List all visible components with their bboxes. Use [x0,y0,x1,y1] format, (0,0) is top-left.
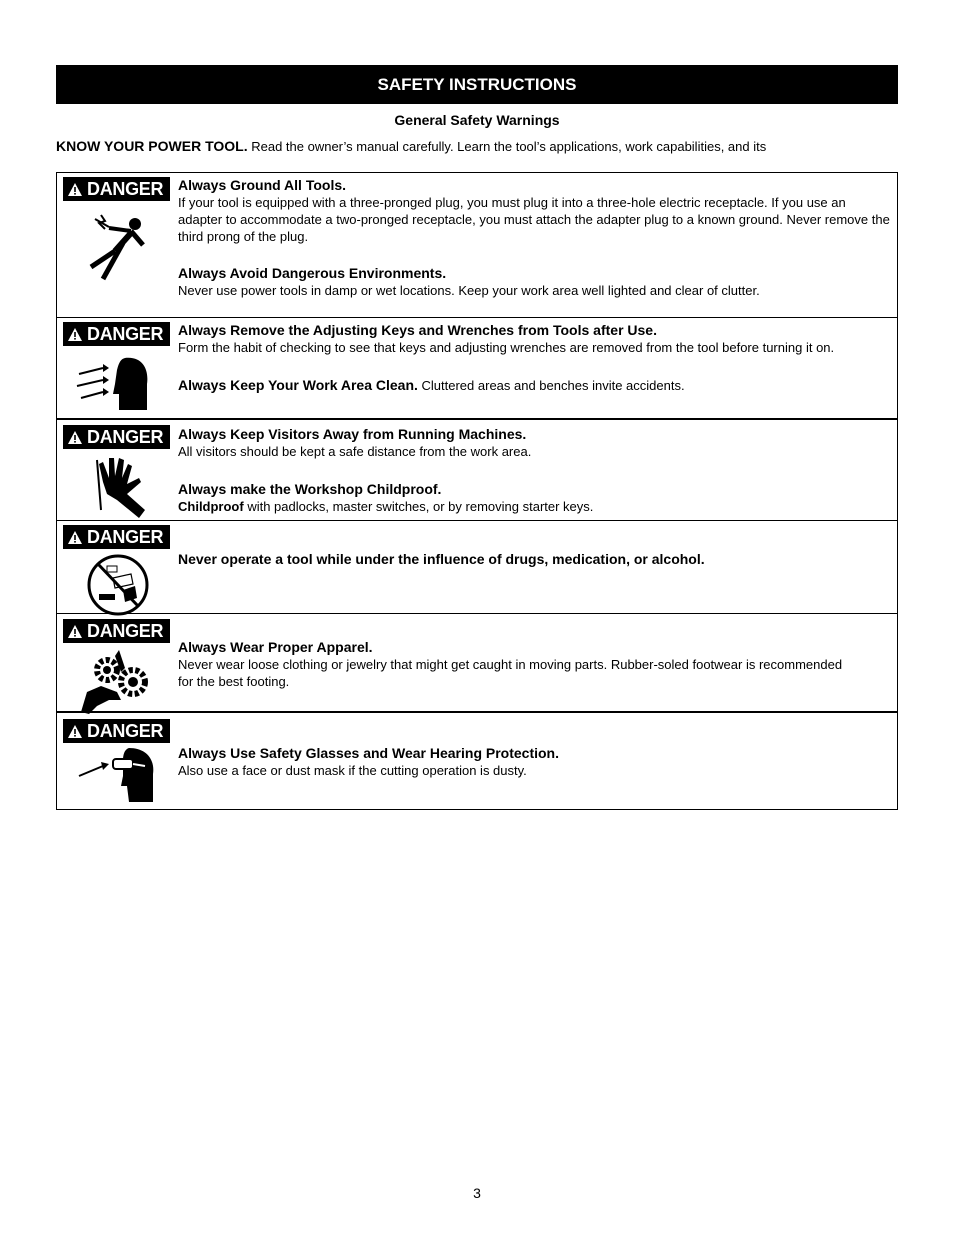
warning-body: Also use a face or dust mask if the cutting operation is dusty. [178,763,527,778]
danger-row [57,711,897,811]
page-number: 3 [473,1185,481,1201]
warning-heading: Always Keep Your Work Area Clean. [178,377,418,393]
hand-blade-icon [73,454,163,524]
danger-table [56,172,898,810]
section-title-bar [56,65,898,104]
warning-triangle-icon [67,182,83,197]
warning-lead: Childproof [178,499,244,514]
row-text [178,744,893,779]
danger-label: DANGER [87,178,164,199]
warning-heading: Never operate a tool while under the influence of drugs, medication, or alcohol. [178,551,705,567]
danger-badge [63,525,170,549]
danger-row [57,173,897,317]
section-title: SAFETY INSTRUCTIONS [377,74,577,94]
warning-heading: Always make the Workshop Childproof. [178,481,442,497]
flying-debris-head-icon [73,350,163,420]
danger-label: DANGER [87,720,164,741]
warning-triangle-icon [67,327,83,342]
warning-heading: Always Keep Visitors Away from Running Machines. [178,426,527,442]
danger-badge [63,177,170,201]
warning-body: If your tool is equipped with a three-pronged plug, you must plug it into a three-hole electric receptacle. If you use an adapter to accommodate a two-pronged receptacle, you must attach the adapter plug to a known ground. Never remove the third prong of the plug. [178,195,890,244]
intro-text: Read the owner’s manual carefully. Learn the tool’s applications, work capabilities, and its [247,139,767,154]
row-text [178,638,857,690]
warning-body: Form the habit of checking to see that keys and adjusting wrenches are removed from the tool before turning it on. [178,340,835,355]
danger-row [57,317,897,419]
warning-body: Never wear loose clothing or jewelry that might get caught in moving parts. Rubber-soled footwear is recommended for the best footing. [178,657,843,689]
danger-badge [63,322,170,346]
danger-badge [63,619,170,643]
danger-label: DANGER [87,426,164,447]
warning-heading: Always Avoid Dangerous Environments. [178,265,447,281]
electric-shock-icon [73,211,163,281]
danger-row [57,613,897,712]
warning-body: All visitors should be kept a safe distance from the work area. [178,444,532,459]
row-text [178,321,893,395]
danger-row [57,520,897,614]
gear-entanglement-icon [73,648,163,718]
safety-glasses-icon [73,746,163,816]
warning-triangle-icon [67,624,83,639]
warning-body: with padlocks, master switches, or by removing starter keys. [243,499,594,514]
danger-label: DANGER [87,620,164,641]
row-text [178,550,893,568]
warning-triangle-icon [67,430,83,445]
warning-inline [178,498,893,515]
row-text [178,176,893,299]
no-drugs-alcohol-icon [73,550,163,620]
row-text [178,425,893,515]
danger-label: DANGER [87,323,164,344]
danger-row [57,418,897,522]
intro-lead: KNOW YOUR POWER TOOL. [56,138,248,154]
warning-body: Cluttered areas and benches invite accidents. [417,378,685,393]
warning-heading: Always Ground All Tools. [178,177,347,193]
warning-inline [178,376,893,395]
warning-heading: Always Wear Proper Apparel. [178,639,373,655]
warning-triangle-icon [67,724,83,739]
subtitle: General Safety Warnings [394,112,560,128]
intro-paragraph [56,138,898,154]
warning-heading: Always Use Safety Glasses and Wear Hearing Protection. [178,745,560,761]
warning-body: Never use power tools in damp or wet locations. Keep your work area well lighted and clear of clutter. [178,283,760,298]
warning-heading: Always Remove the Adjusting Keys and Wrenches from Tools after Use. [178,322,657,338]
warning-triangle-icon [67,530,83,545]
danger-badge [63,719,170,743]
danger-label: DANGER [87,526,164,547]
danger-badge [63,425,170,449]
